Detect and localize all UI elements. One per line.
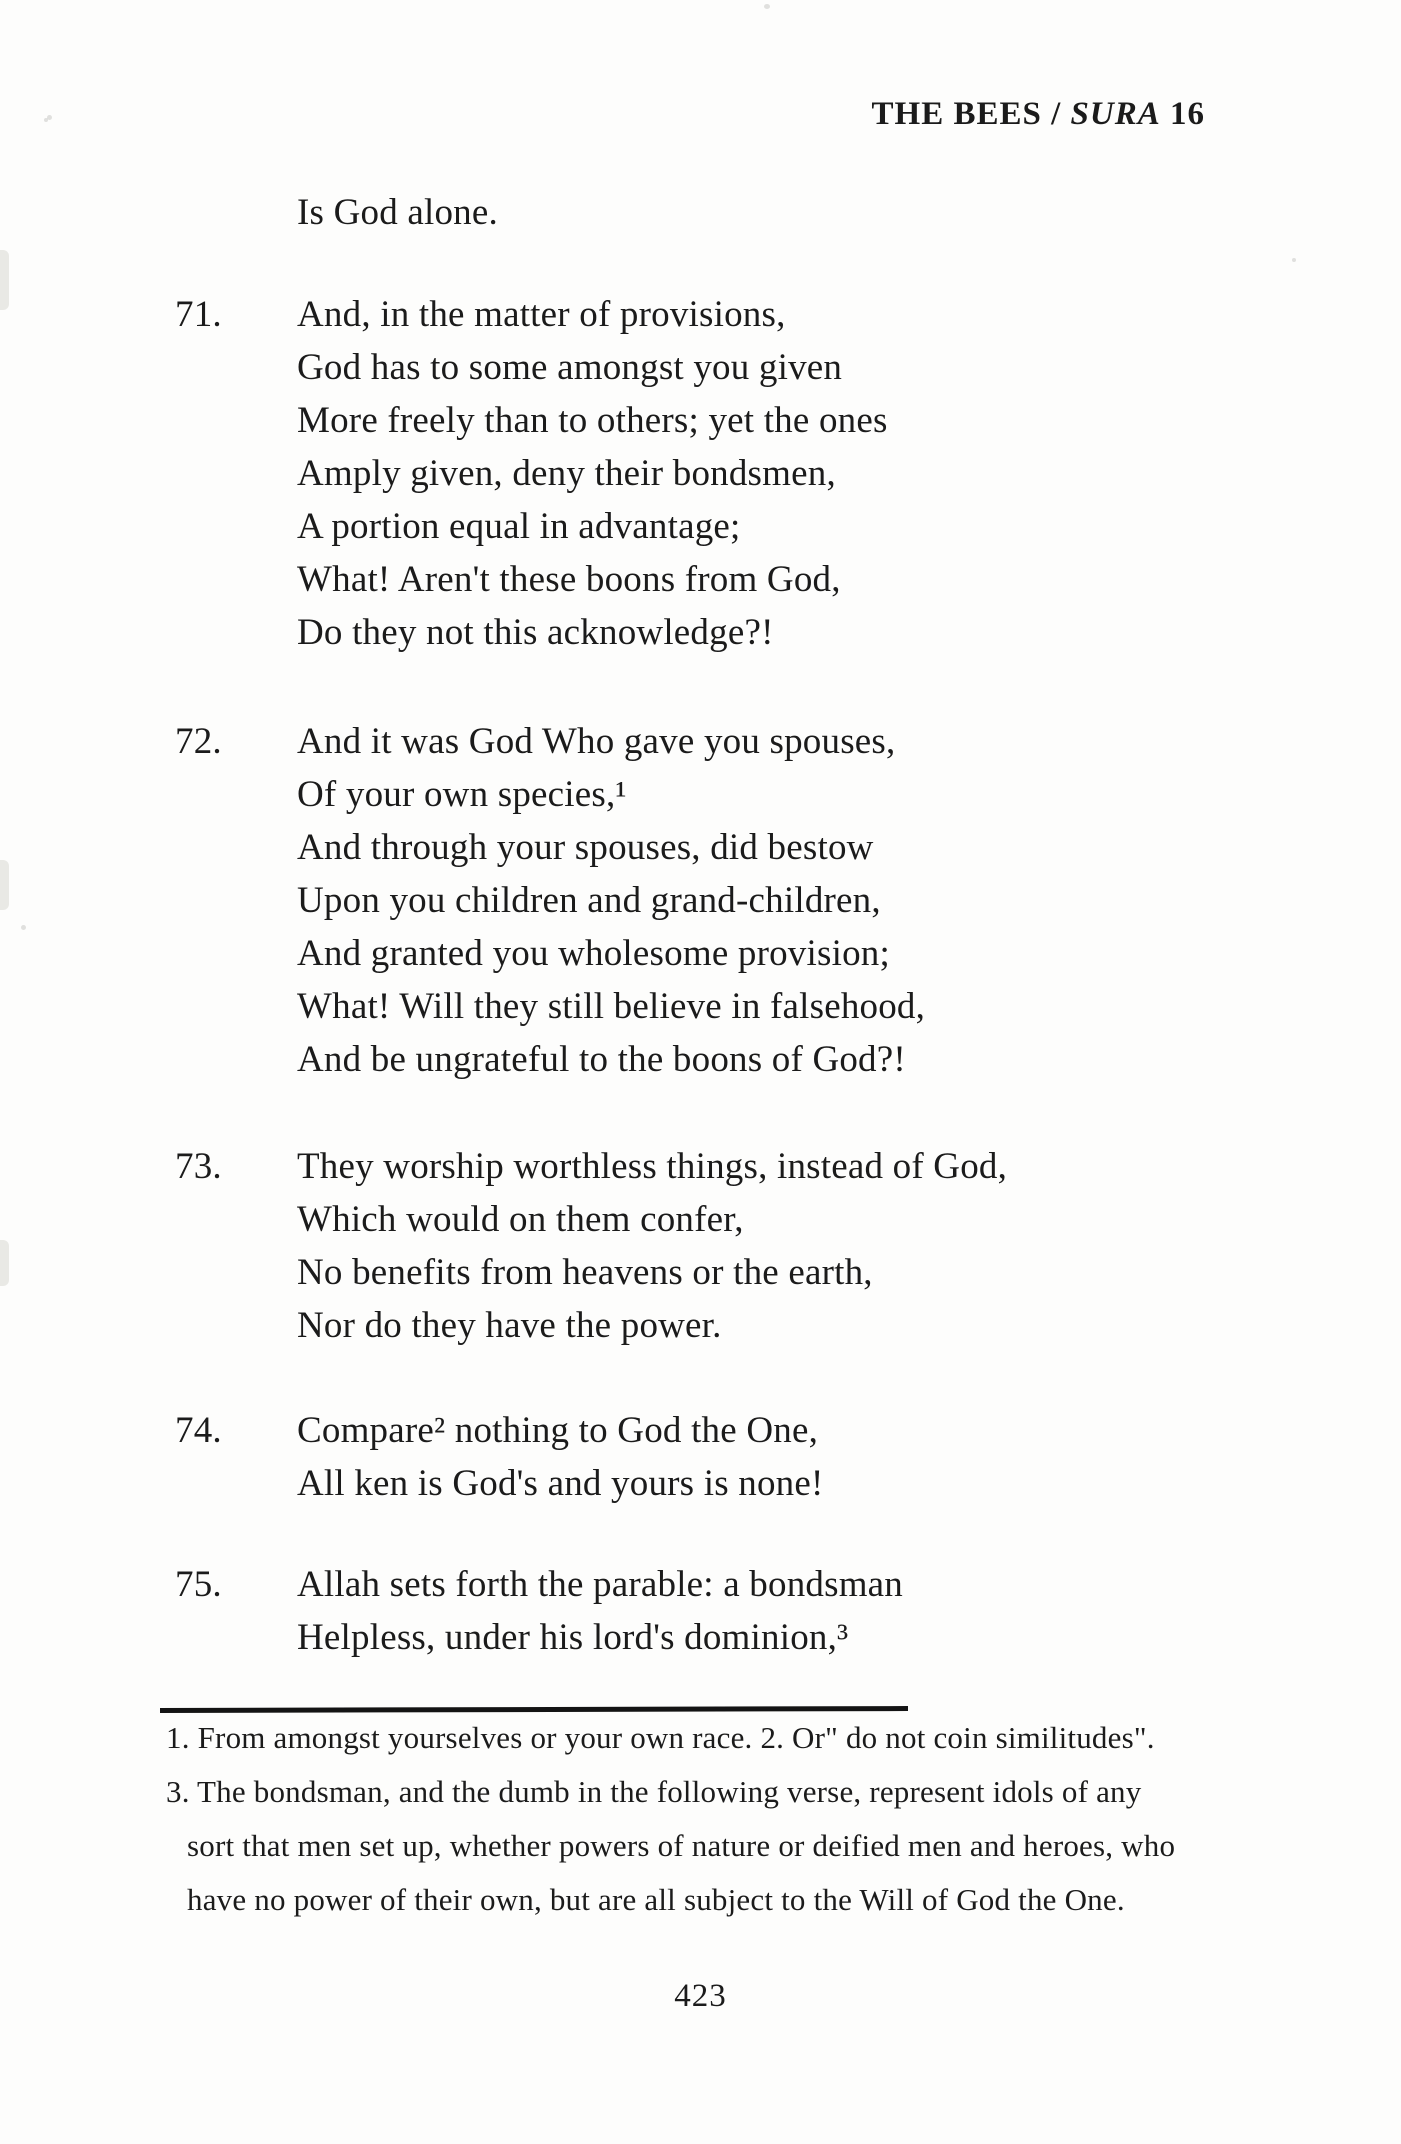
verse-line: Helpless, under his lord's dominion,³: [297, 1617, 849, 1658]
verse-line: Of your own species,¹: [297, 774, 627, 815]
footnote-line: 1. From amongst yourselves or your own race. 2. Or" do not coin similitudes".: [166, 1720, 1155, 1755]
verse-line: Nor do they have the power.: [297, 1305, 722, 1346]
verse-text: [297, 1404, 1281, 1510]
verse-text: [297, 1558, 1281, 1664]
scan-smudge: [0, 1240, 9, 1286]
verse-line: And it was God Who gave you spouses,: [297, 721, 896, 762]
verse-74: [175, 1404, 1281, 1510]
footnotes-block: [166, 1711, 1271, 1927]
scan-speckle: [21, 925, 26, 930]
scan-speckle: [44, 118, 48, 122]
verse-line: More freely than to others; yet the ones: [297, 400, 888, 441]
verse-75: [175, 1558, 1281, 1664]
verse-line: They worship worthless things, instead of God,: [297, 1146, 1008, 1187]
verse-line: And, in the matter of provisions,: [297, 294, 786, 335]
verse-line: And through your spouses, did bestow: [297, 827, 874, 868]
verse-text: [297, 1140, 1281, 1352]
header-book-title: THE BEES /: [871, 96, 1071, 132]
verse-line: Upon you children and grand-children,: [297, 880, 881, 921]
verse-number: 71.: [175, 294, 222, 335]
verse-71: [175, 288, 1281, 659]
header-sura-label: SURA: [1070, 96, 1161, 132]
verse-line: Do they not this acknowledge?!: [297, 612, 774, 653]
verse-line: Amply given, deny their bondsmen,: [297, 453, 836, 494]
verse-line: All ken is God's and yours is none!: [297, 1463, 824, 1504]
footnote-line: 3. The bondsman, and the dumb in the following verse, represent idols of any: [166, 1774, 1142, 1809]
footnote-line: have no power of their own, but are all subject to the Will of God the One.: [187, 1882, 1125, 1917]
verse-number: 75.: [175, 1564, 222, 1605]
verse-line: And be ungrateful to the boons of God?!: [297, 1039, 906, 1080]
header-sura-number: 16: [1160, 96, 1205, 132]
verse-line: A portion equal in advantage;: [297, 506, 741, 547]
verse-line: What! Aren't these boons from God,: [297, 559, 841, 600]
page-number: 423: [674, 1978, 727, 2014]
verse-text: [297, 288, 1281, 659]
verse-line: What! Will they still believe in falsehood,: [297, 986, 926, 1027]
verse-number: 74.: [175, 1410, 222, 1451]
verse-text: [297, 715, 1281, 1086]
verse-line: Allah sets forth the parable: a bondsman: [297, 1564, 903, 1605]
verse-line: Compare² nothing to God the One,: [297, 1410, 819, 1451]
scan-speckle: [1292, 258, 1296, 262]
verse-number: 73.: [175, 1146, 222, 1187]
footnote-line: sort that men set up, whether powers of nature or deified men and heroes, who: [187, 1828, 1176, 1863]
scan-smudge: [0, 860, 9, 910]
verse-line: Which would on them confer,: [297, 1199, 744, 1240]
verse-73: [175, 1140, 1281, 1352]
scan-speckle: [764, 4, 770, 9]
verse-line: No benefits from heavens or the earth,: [297, 1252, 873, 1293]
verse-line: And granted you wholesome provision;: [297, 933, 890, 974]
verse-number: 72.: [175, 721, 222, 762]
verse-72: [175, 715, 1281, 1086]
running-header: [872, 96, 1205, 133]
verse-carryover-line: Is God alone.: [297, 192, 498, 233]
scan-smudge: [0, 250, 9, 310]
verse-line: God has to some amongst you given: [297, 347, 843, 388]
